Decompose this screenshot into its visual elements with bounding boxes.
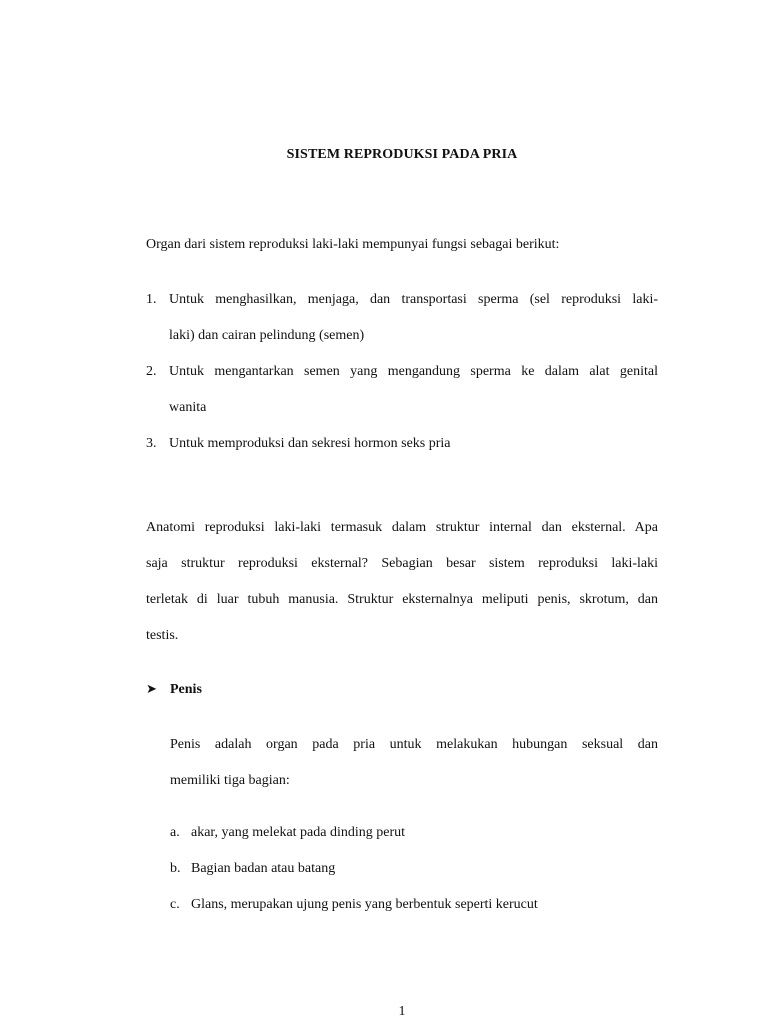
list-item-line: wanita [169,400,207,415]
intro-paragraph: Organ dari sistem reproduksi laki-laki mempunyai fungsi sebagai berikut: [146,237,560,252]
list-item-line: Untuk mengantarkan semen yang mengandung sperma ke dalam alat genital [169,364,658,379]
list-letter: b. [170,861,181,876]
list-item [146,354,658,426]
list-letter: a. [170,825,180,840]
section-heading-text: Penis [170,682,202,697]
list-item-line: Untuk memproduksi dan sekresi hormon seks pria [169,436,451,451]
list-item [170,851,658,887]
list-item-text: Bagian badan atau batang [191,861,336,876]
list-item [170,815,658,851]
list-item [146,282,658,354]
list-item [146,426,658,462]
paragraph-line: Anatomi reproduksi laki-laki termasuk dalam struktur internal dan eksternal. Apa [146,520,658,535]
page-number: 1 [398,1004,406,1019]
functions-list [146,282,658,462]
section-heading [146,680,202,700]
paragraph-line: memiliki tiga bagian: [170,773,290,788]
list-item-line: Untuk menghasilkan, menjaga, dan transportasi sperma (sel reproduksi laki- [169,292,658,307]
list-number: 1. [146,292,157,307]
list-number: 2. [146,364,157,379]
list-number: 3. [146,436,157,451]
paragraph-line: testis. [146,628,179,643]
list-item-text: Glans, merupakan ujung penis yang berbentuk seperti kerucut [191,897,538,912]
paragraph-line: saja struktur reproduksi eksternal? Sebagian besar sistem reproduksi laki-laki [146,556,658,571]
paragraph-line: Penis adalah organ pada pria untuk melakukan hubungan seksual dan [170,737,658,752]
anatomy-paragraph [146,510,658,654]
arrow-right-icon: ➤ [146,682,157,697]
list-letter: c. [170,897,180,912]
list-item-text: akar, yang melekat pada dinding perut [191,825,406,840]
list-item [170,887,658,923]
penis-description [170,727,658,799]
paragraph-line: terletak di luar tubuh manusia. Struktur eksternalnya meliputi penis, skrotum, dan [146,592,658,607]
list-item-line: laki) dan cairan pelindung (semen) [169,328,365,343]
penis-parts-list [170,815,658,923]
document-title: SISTEM REPRODUKSI PADA PRIA [286,147,518,162]
